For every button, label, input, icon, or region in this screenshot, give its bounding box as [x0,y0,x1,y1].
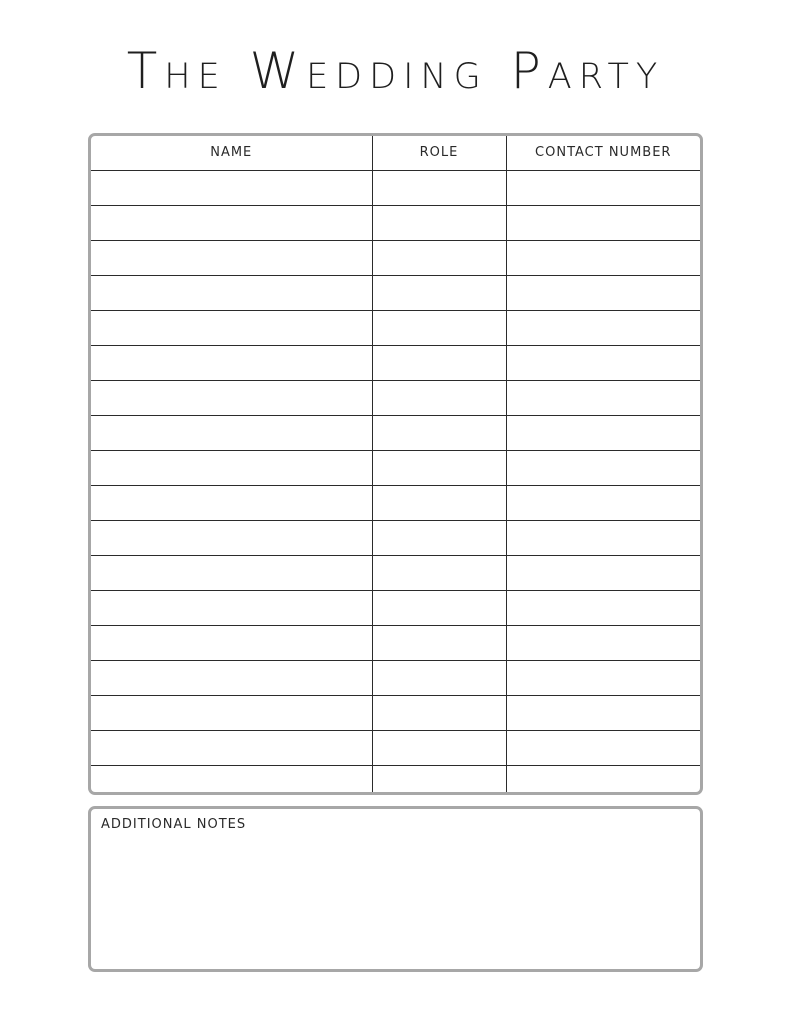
table-row [91,555,700,590]
name-cell[interactable] [91,415,372,450]
table-row [91,625,700,660]
contact-number-cell[interactable] [506,310,700,345]
contact-number-cell[interactable] [506,415,700,450]
table-row [91,590,700,625]
name-cell[interactable] [91,625,372,660]
contact-number-cell[interactable] [506,730,700,765]
contact-number-cell[interactable] [506,660,700,695]
role-cell[interactable] [372,765,506,795]
role-cell[interactable] [372,415,506,450]
wedding-party-table [91,136,700,795]
additional-notes-box[interactable] [88,806,703,972]
table-body [91,170,700,795]
column-header-name: NAME [91,136,372,170]
table-row [91,450,700,485]
name-cell[interactable] [91,450,372,485]
table-row [91,730,700,765]
table-row [91,205,700,240]
name-cell[interactable] [91,660,372,695]
contact-number-cell[interactable] [506,695,700,730]
contact-number-cell[interactable] [506,590,700,625]
table-row [91,765,700,795]
role-cell[interactable] [372,730,506,765]
role-cell[interactable] [372,555,506,590]
role-cell[interactable] [372,240,506,275]
contact-number-cell[interactable] [506,345,700,380]
contact-number-cell[interactable] [506,485,700,520]
role-cell[interactable] [372,695,506,730]
name-cell[interactable] [91,695,372,730]
name-cell[interactable] [91,730,372,765]
contact-number-cell[interactable] [506,240,700,275]
role-cell[interactable] [372,310,506,345]
role-cell[interactable] [372,345,506,380]
name-cell[interactable] [91,275,372,310]
role-cell[interactable] [372,625,506,660]
table-row [91,695,700,730]
name-cell[interactable] [91,380,372,415]
role-cell[interactable] [372,275,506,310]
table-row [91,415,700,450]
name-cell[interactable] [91,485,372,520]
name-cell[interactable] [91,765,372,795]
contact-number-cell[interactable] [506,520,700,555]
table-row [91,485,700,520]
table-row [91,275,700,310]
table-row [91,310,700,345]
column-header-contact-number: CONTACT NUMBER [506,136,700,170]
name-cell[interactable] [91,520,372,555]
contact-number-cell[interactable] [506,275,700,310]
contact-number-cell[interactable] [506,765,700,795]
page-title: The Wedding Party [126,42,665,100]
table-row [91,345,700,380]
table-row [91,660,700,695]
table-row [91,170,700,205]
role-cell[interactable] [372,170,506,205]
name-cell[interactable] [91,590,372,625]
table-row [91,240,700,275]
role-cell[interactable] [372,450,506,485]
contact-number-cell[interactable] [506,170,700,205]
wedding-party-table-frame [88,133,703,795]
contact-number-cell[interactable] [506,205,700,240]
role-cell[interactable] [372,485,506,520]
contact-number-cell[interactable] [506,625,700,660]
name-cell[interactable] [91,310,372,345]
role-cell[interactable] [372,380,506,415]
additional-notes-label: ADDITIONAL NOTES [101,817,247,832]
role-cell[interactable] [372,660,506,695]
name-cell[interactable] [91,170,372,205]
name-cell[interactable] [91,345,372,380]
name-cell[interactable] [91,205,372,240]
table-row [91,520,700,555]
contact-number-cell[interactable] [506,380,700,415]
column-header-role: ROLE [372,136,506,170]
role-cell[interactable] [372,520,506,555]
contact-number-cell[interactable] [506,555,700,590]
contact-number-cell[interactable] [506,450,700,485]
role-cell[interactable] [372,590,506,625]
table-row [91,380,700,415]
role-cell[interactable] [372,205,506,240]
name-cell[interactable] [91,240,372,275]
name-cell[interactable] [91,555,372,590]
table-header-row [91,136,700,170]
